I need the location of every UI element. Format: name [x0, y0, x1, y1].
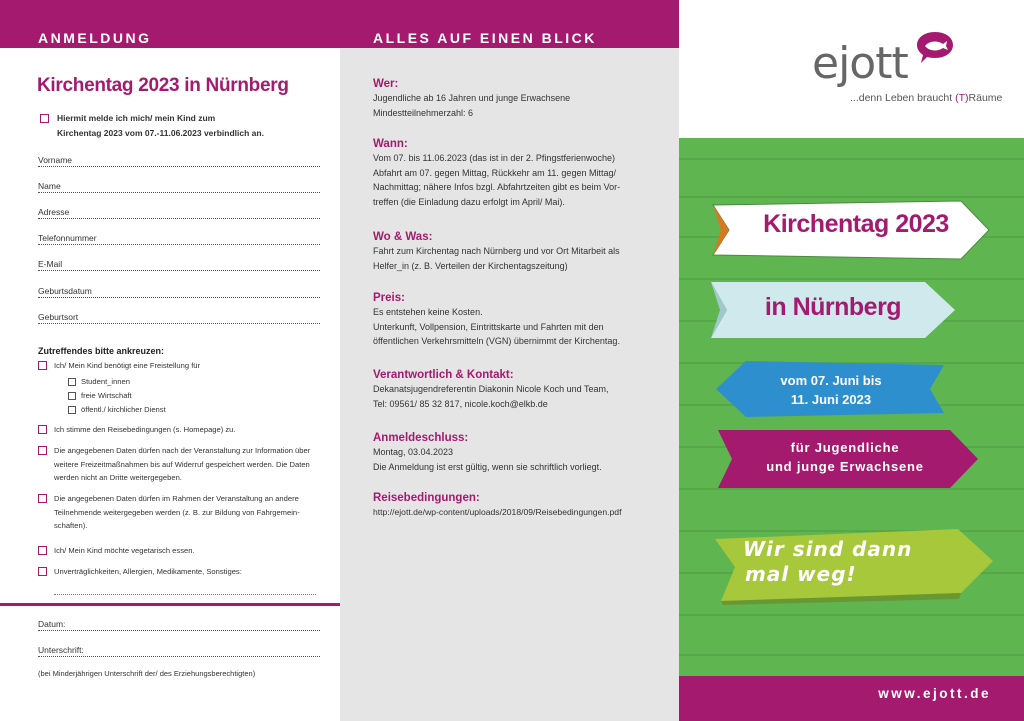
email-field[interactable]	[38, 257, 320, 271]
sign-dates-line-2: 11. Juni 2023	[790, 392, 872, 407]
wann-section	[373, 138, 663, 209]
sign-dates-text	[746, 371, 916, 409]
geburtsort-field[interactable]	[38, 310, 320, 324]
registration-panel	[0, 0, 340, 721]
datum-field[interactable]	[38, 617, 320, 631]
section-heading: Zutreffendes bitte ankreuzen:	[38, 346, 165, 356]
reise-checkbox[interactable]	[38, 425, 47, 434]
geburtsdatum-field[interactable]	[38, 284, 320, 298]
reisebedingungen-section	[373, 492, 663, 520]
anmeldeschluss-heading: Anmeldeschluss:	[373, 432, 469, 444]
wowas-section	[373, 231, 663, 273]
wirtschaft-checkbox[interactable]	[68, 392, 76, 400]
overview-panel	[340, 0, 679, 721]
sign-audience	[714, 428, 979, 490]
sign-kirchentag-text: Kirchentag 2023	[763, 210, 949, 238]
plank-line	[679, 196, 1024, 198]
anmeldeschluss-section	[373, 432, 663, 474]
reisebedingungen-link[interactable]: http://ejott.de/wp-content/uploads/2018/09/Reisebedingungen.pdf	[373, 507, 622, 517]
preis-section	[373, 292, 663, 349]
sign-motto-line-1: Wir sind dann	[743, 537, 913, 561]
dienst-checkbox[interactable]	[68, 406, 76, 414]
dienst-label: öffentl./ kirchlicher Dienst	[81, 405, 166, 414]
allerg-checkbox[interactable]	[38, 567, 47, 576]
verantwortlich-section	[373, 369, 663, 411]
name-field[interactable]	[38, 179, 320, 193]
registration-header-bar	[0, 0, 340, 48]
adresse-label: Adresse	[38, 207, 70, 217]
sign-kirchentag	[711, 199, 991, 261]
telefon-label: Telefonnummer	[38, 233, 97, 243]
tagline-text: ...denn Leben braucht	[850, 92, 956, 104]
student-label: Student_innen	[81, 377, 130, 386]
sign-dates-line-1: vom 07. Juni bis	[780, 373, 882, 388]
confirm-checkbox[interactable]	[40, 114, 49, 123]
datum-label: Datum:	[38, 619, 66, 629]
sub-option-student	[68, 377, 130, 386]
plank-line	[679, 614, 1024, 616]
wowas-heading: Wo & Was:	[373, 231, 433, 243]
unterschrift-field[interactable]	[38, 643, 320, 657]
sign-dates	[716, 359, 946, 419]
allergien-input-line[interactable]	[54, 594, 316, 595]
sign-motto	[713, 527, 995, 607]
veg-checkbox[interactable]	[38, 546, 47, 555]
reisebedingungen-heading: Reisebedingungen:	[373, 492, 480, 504]
tagline-end: Räume	[968, 92, 1003, 104]
wirtschaft-label: freie Wirtschaft	[81, 391, 132, 400]
daten2-label: Die angegebenen Daten dürfen im Rahmen der Veranstaltung an andere Teilnehmende weitergegeben werden (z. B. zur Bildung von Fahrgemein-schaften).	[54, 494, 300, 530]
overview-header: ALLES AUF EINEN BLICK	[373, 30, 597, 46]
overview-header-bar	[340, 0, 679, 48]
sign-motto-line-2: mal weg!	[745, 562, 857, 586]
intro-line-2: Kirchentag 2023 vom 07.-11.06.2023 verbindlich an.	[57, 128, 264, 138]
unterschrift-label: Unterschrift:	[38, 645, 84, 655]
option-reisebedingungen	[38, 423, 318, 437]
freistellung-label: Ich/ Mein Kind benötigt eine Freistellung für	[54, 361, 201, 370]
logo-wordmark: ejott	[812, 38, 908, 89]
daten1-checkbox[interactable]	[38, 446, 47, 455]
vorname-field[interactable]	[38, 153, 320, 167]
option-vegetarisch	[38, 544, 318, 558]
registration-header: ANMELDUNG	[38, 30, 152, 46]
logo-tagline	[850, 92, 1002, 104]
website-link[interactable]: www.ejott.de	[878, 686, 991, 701]
speech-bubble-fish-icon	[915, 30, 955, 66]
telefon-field[interactable]	[38, 231, 320, 245]
verantwortlich-text: Dekanatsjugendreferentin Diakonin Nicole Koch und Team, Tel: 09561/ 85 32 817, nicole.koch@elkb.de	[373, 384, 609, 409]
wowas-text: Fahrt zum Kirchentag nach Nürnberg und vor Ort Mitarbeit als Helfer_in (z. B. Verteilen der Kirchentagszeitung)	[373, 246, 620, 271]
option-daten-speichern	[38, 444, 326, 485]
allerg-label: Unverträglichkeiten, Allergien, Medikamente, Sonstiges:	[54, 567, 242, 576]
adresse-field[interactable]	[38, 205, 320, 219]
sub-option-dienst	[68, 405, 166, 414]
vorname-label: Vorname	[38, 155, 73, 165]
wann-heading: Wann:	[373, 138, 408, 150]
cover-panel	[679, 0, 1024, 721]
anmeldeschluss-text: Montag, 03.04.2023 Die Anmeldung ist erst gültig, wenn sie schriftlich vorliegt.	[373, 447, 602, 472]
geburtsort-label: Geburtsort	[38, 312, 79, 322]
veg-label: Ich/ Mein Kind möchte vegetarisch essen.	[54, 546, 195, 555]
wer-text: Jugendliche ab 16 Jahren und junge Erwachsene Mindestteilnehmerzahl: 6	[373, 93, 571, 118]
option-allergien	[38, 565, 318, 579]
option-freistellung	[38, 359, 318, 373]
plank-line	[679, 158, 1024, 160]
registration-intro	[40, 111, 330, 141]
student-checkbox[interactable]	[68, 378, 76, 386]
plank-line	[679, 654, 1024, 656]
option-daten-weitergeben	[38, 492, 326, 533]
tagline-highlight: (T)	[955, 92, 969, 104]
sub-option-wirtschaft	[68, 391, 132, 400]
sign-motto-text	[743, 537, 963, 587]
sign-audience-line-2: und junge Erwachsene	[766, 459, 924, 474]
wann-text: Vom 07. bis 11.06.2023 (das ist in der 2. Pfingstferienwoche) Abfahrt am 07. gegen Mittag, Rückkehr am 11. gegen Mittag/ Nachmittag; nähere Infos bzgl. Abfahrtzeiten gibt es beim Vor- treffen (die Einladung dazu erfolgt im April/ Mai).	[373, 153, 621, 207]
sign-audience-text	[736, 438, 954, 476]
ejott-logo	[812, 30, 1012, 110]
preis-text: Es entstehen keine Kosten. Unterkunft, Vollpension, Eintrittskarte und Fahrten mit den öffentlichen Verkehrsmitteln (VGN) übernimmt der Kirchentag.	[373, 307, 620, 346]
sign-nuernberg-text: in Nürnberg	[764, 293, 902, 321]
registration-title: Kirchentag 2023 in Nürnberg	[37, 75, 289, 96]
daten2-checkbox[interactable]	[38, 494, 47, 503]
website-bar	[679, 676, 1024, 721]
intro-line-1: Hiermit melde ich mich/ mein Kind zum	[57, 113, 216, 123]
wer-section	[373, 78, 663, 120]
divider	[0, 603, 340, 606]
sign-audience-line-1: für Jugendliche	[790, 440, 900, 455]
signature-note: (bei Minderjährigen Unterschrift der/ des Erziehungsberechtigten)	[38, 669, 256, 678]
wer-heading: Wer:	[373, 78, 399, 90]
sign-nuernberg	[711, 280, 956, 340]
email-label: E-Mail	[38, 259, 63, 269]
preis-heading: Preis:	[373, 292, 405, 304]
geburtsdatum-label: Geburtsdatum	[38, 286, 92, 296]
verantwortlich-heading: Verantwortlich & Kontakt:	[373, 369, 514, 381]
name-label: Name	[38, 181, 61, 191]
freistellung-checkbox[interactable]	[38, 361, 47, 370]
reise-label: Ich stimme den Reisebedingungen (s. Homepage) zu.	[54, 425, 236, 434]
daten1-label: Die angegebenen Daten dürfen nach der Veranstaltung zur Information über weitere Freizeitmaßnahmen bis auf Widerruf gespeichert werden. Die Daten werden nicht an Dritte weitergegeben.	[54, 446, 311, 482]
